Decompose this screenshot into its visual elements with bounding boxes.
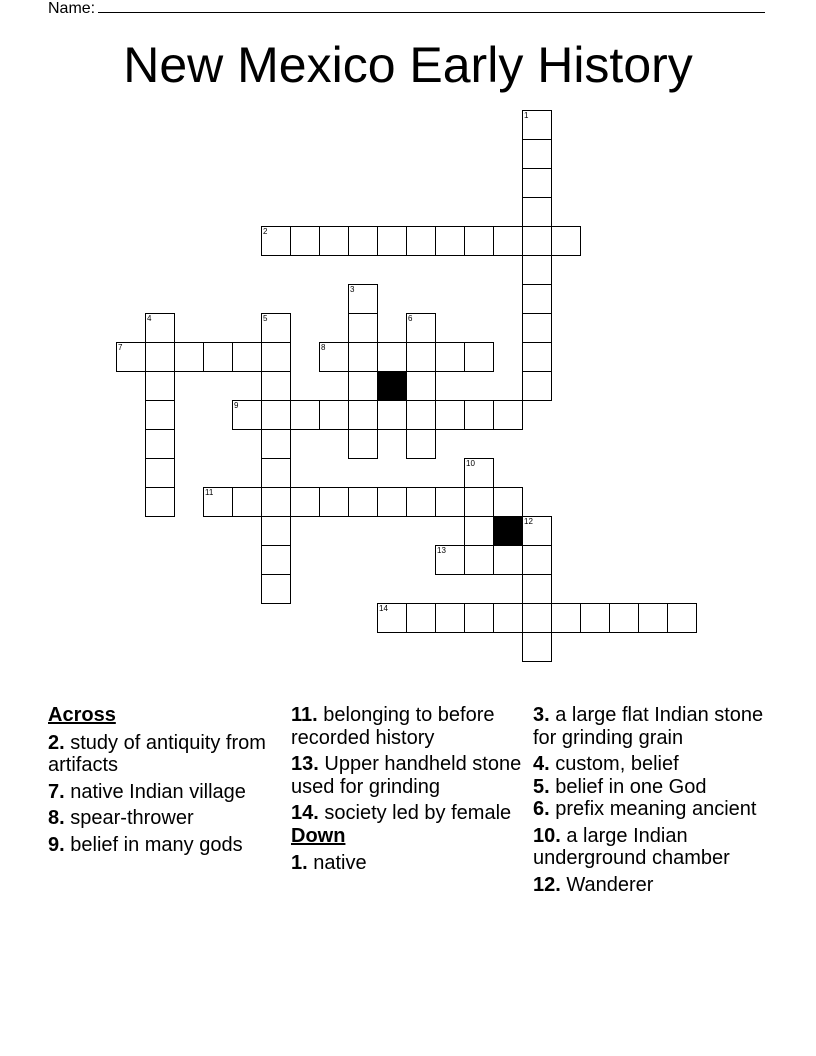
puzzle-title: New Mexico Early History — [123, 37, 693, 93]
crossword-cell[interactable] — [435, 342, 465, 372]
crossword-cell[interactable] — [493, 400, 523, 430]
clue-text: native — [313, 852, 367, 874]
cell-number: 14 — [379, 604, 388, 613]
crossword-cell[interactable] — [145, 371, 175, 401]
crossword-cell[interactable] — [261, 400, 291, 430]
cell-number: 5 — [263, 314, 268, 323]
cell-number: 7 — [118, 343, 123, 352]
crossword-cell[interactable] — [203, 342, 233, 372]
crossword-cell[interactable] — [493, 603, 523, 633]
cell-number: 1 — [524, 111, 529, 120]
clue-down-4 — [533, 753, 773, 776]
cell-number: 10 — [466, 459, 475, 468]
crossword-cell[interactable] — [406, 603, 436, 633]
crossword-cell[interactable] — [435, 400, 465, 430]
crossword-cell[interactable] — [551, 603, 581, 633]
crossword-cell[interactable] — [145, 429, 175, 459]
crossword-cell[interactable] — [493, 545, 523, 575]
crossword-cell[interactable] — [464, 516, 494, 546]
clue-number: 14. — [291, 802, 319, 824]
clue-across-9 — [48, 834, 280, 857]
clues-column-1 — [48, 704, 280, 860]
clue-text: custom, belief — [555, 753, 679, 775]
crossword-cell[interactable] — [464, 603, 494, 633]
crossword-cell[interactable] — [261, 342, 291, 372]
crossword-cell[interactable] — [406, 487, 436, 517]
clue-number: 4. — [533, 753, 550, 775]
clue-text: belonging to before recorded history — [291, 704, 495, 749]
crossword-cell[interactable] — [174, 342, 204, 372]
clue-text: society led by female — [324, 802, 512, 824]
crossword-cell[interactable] — [522, 255, 552, 285]
crossword-cell[interactable] — [522, 603, 552, 633]
crossword-cell[interactable] — [290, 487, 320, 517]
clue-number: 9. — [48, 833, 65, 856]
crossword-cell[interactable] — [522, 516, 552, 546]
crossword-cell[interactable] — [406, 342, 436, 372]
across-header: Across — [48, 704, 116, 726]
crossword-block — [377, 371, 407, 401]
cell-number: 13 — [437, 546, 446, 555]
crossword-cell[interactable] — [464, 487, 494, 517]
clue-down-3 — [533, 704, 773, 749]
clue-down-12 — [533, 874, 773, 897]
crossword-cell[interactable] — [522, 632, 552, 662]
clue-text: prefix meaning ancient — [555, 798, 757, 820]
crossword-cell[interactable] — [348, 313, 378, 343]
crossword-cell[interactable] — [261, 487, 291, 517]
crossword-cell[interactable] — [406, 371, 436, 401]
crossword-cell[interactable] — [377, 226, 407, 256]
crossword-cell[interactable] — [435, 226, 465, 256]
crossword-cell[interactable] — [551, 226, 581, 256]
clue-number: 10. — [533, 824, 561, 847]
crossword-cell[interactable] — [522, 313, 552, 343]
cell-number: 4 — [147, 314, 152, 323]
clue-text: a large Indian underground chamber — [533, 824, 730, 869]
crossword-block — [493, 516, 523, 546]
clue-number: 2. — [48, 731, 65, 754]
crossword-cell[interactable] — [203, 487, 233, 517]
cell-number: 2 — [263, 227, 268, 236]
clue-down-5 — [533, 776, 773, 799]
clue-text: a large flat Indian stone for grinding grain — [533, 704, 764, 749]
crossword-cell[interactable] — [348, 429, 378, 459]
crossword-cell[interactable] — [377, 400, 407, 430]
crossword-cell[interactable] — [348, 371, 378, 401]
crossword-cell[interactable] — [580, 603, 610, 633]
crossword-cell[interactable] — [493, 226, 523, 256]
crossword-cell[interactable] — [667, 603, 697, 633]
crossword-cell[interactable] — [261, 574, 291, 604]
crossword-cell[interactable] — [522, 574, 552, 604]
clue-text: belief in many gods — [70, 833, 243, 856]
crossword-cell[interactable] — [522, 545, 552, 575]
crossword-cell[interactable] — [145, 400, 175, 430]
clue-number: 1. — [291, 852, 308, 874]
crossword-cell[interactable] — [290, 400, 320, 430]
crossword-cell[interactable] — [261, 516, 291, 546]
crossword-cell[interactable] — [522, 226, 552, 256]
crossword-cell[interactable] — [522, 284, 552, 314]
crossword-cell[interactable] — [319, 487, 349, 517]
clue-number: 8. — [48, 807, 65, 829]
cell-number: 12 — [524, 517, 533, 526]
crossword-cell[interactable] — [406, 313, 436, 343]
crossword-cell[interactable] — [464, 400, 494, 430]
crossword-cell[interactable] — [290, 226, 320, 256]
crossword-cell[interactable] — [348, 226, 378, 256]
crossword-cell[interactable] — [232, 400, 262, 430]
crossword-cell[interactable] — [116, 342, 146, 372]
clue-across-7 — [48, 781, 280, 804]
crossword-cell[interactable] — [609, 603, 639, 633]
crossword-cell[interactable] — [522, 371, 552, 401]
clue-number: 13. — [291, 753, 319, 775]
crossword-cell[interactable] — [319, 226, 349, 256]
crossword-cell[interactable] — [261, 226, 291, 256]
crossword-cell[interactable] — [232, 487, 262, 517]
clue-text: Upper handheld stone used for grinding — [291, 753, 522, 798]
crossword-cell[interactable] — [522, 139, 552, 169]
clue-number: 11. — [291, 704, 318, 726]
crossword-cell[interactable] — [232, 342, 262, 372]
crossword-cell[interactable] — [319, 400, 349, 430]
crossword-cell[interactable] — [406, 429, 436, 459]
crossword-cell[interactable] — [319, 342, 349, 372]
clue-text: study of antiquity from artifacts — [48, 731, 266, 776]
crossword-cell[interactable] — [464, 545, 494, 575]
clue-down-6 — [533, 798, 773, 821]
crossword-cell[interactable] — [493, 487, 523, 517]
crossword-cell[interactable] — [464, 342, 494, 372]
crossword-cell[interactable] — [435, 603, 465, 633]
clue-down-1 — [291, 852, 523, 875]
crossword-cell[interactable] — [406, 226, 436, 256]
cell-number: 3 — [350, 285, 355, 294]
crossword-cell[interactable] — [261, 429, 291, 459]
crossword-cell[interactable] — [377, 603, 407, 633]
crossword-cell[interactable] — [261, 545, 291, 575]
clue-across-11 — [291, 704, 523, 749]
crossword-cell[interactable] — [261, 371, 291, 401]
crossword-cell[interactable] — [377, 342, 407, 372]
crossword-cell[interactable] — [145, 487, 175, 517]
crossword-cell[interactable] — [638, 603, 668, 633]
clue-across-2 — [48, 732, 280, 777]
clue-text: Wanderer — [566, 873, 654, 896]
clue-across-8 — [48, 807, 280, 830]
clue-text: spear-thrower — [70, 807, 194, 829]
crossword-cell[interactable] — [435, 545, 465, 575]
clues-column-2 — [291, 704, 523, 879]
crossword-cell[interactable] — [522, 110, 552, 140]
clue-text: native Indian village — [70, 780, 246, 803]
clue-number: 3. — [533, 704, 550, 726]
clue-number: 5. — [533, 775, 550, 798]
crossword-cell[interactable] — [261, 313, 291, 343]
clue-down-10 — [533, 825, 773, 870]
crossword-cell[interactable] — [522, 197, 552, 227]
cell-number: 11 — [205, 488, 214, 497]
crossword-cell[interactable] — [145, 342, 175, 372]
crossword-cell[interactable] — [348, 342, 378, 372]
down-header: Down — [291, 824, 346, 847]
crossword-cell[interactable] — [145, 313, 175, 343]
clue-across-13 — [291, 753, 523, 798]
crossword-cell[interactable] — [377, 487, 407, 517]
name-label: Name: — [48, 0, 96, 17]
clues-column-3 — [533, 704, 773, 900]
crossword-cell[interactable] — [261, 458, 291, 488]
cell-number: 6 — [408, 314, 413, 323]
crossword-cell[interactable] — [522, 342, 552, 372]
crossword-cell[interactable] — [522, 168, 552, 198]
crossword-cell[interactable] — [348, 284, 378, 314]
crossword-cell[interactable] — [464, 458, 494, 488]
crossword-cell[interactable] — [348, 487, 378, 517]
clue-number: 12. — [533, 873, 561, 896]
cell-number: 8 — [321, 343, 326, 352]
clue-number: 7. — [48, 780, 65, 803]
crossword-cell[interactable] — [464, 226, 494, 256]
crossword-cell[interactable] — [145, 458, 175, 488]
cell-number: 9 — [234, 401, 239, 410]
clue-across-14 — [291, 802, 523, 825]
crossword-cell[interactable] — [406, 400, 436, 430]
clue-number: 6. — [533, 798, 550, 820]
clue-text: belief in one God — [555, 775, 707, 798]
crossword-cell[interactable] — [348, 400, 378, 430]
crossword-cell[interactable] — [435, 487, 465, 517]
